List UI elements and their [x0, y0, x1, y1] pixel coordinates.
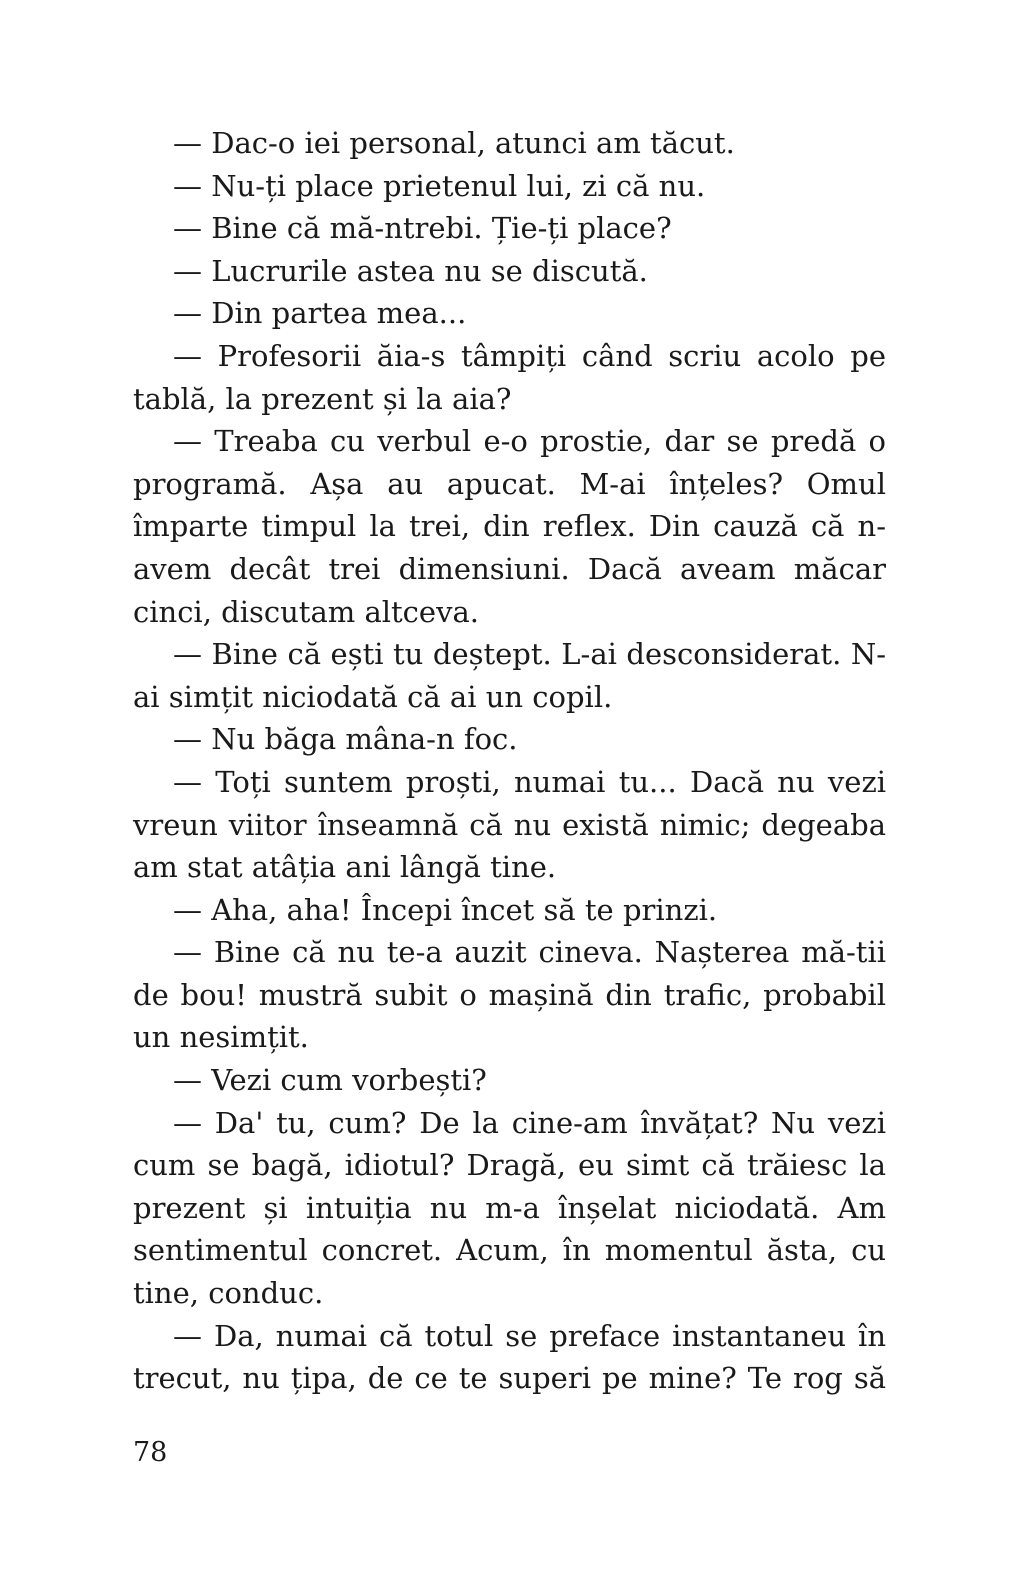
dialogue-text	[133, 122, 886, 1400]
paragraph-13: — Vezi cum vorbești?	[173, 1063, 487, 1098]
paragraph-10: — Toți suntem proști, numai tu... Dacă nu vezi vreun viitor înseamnă că nu există nimic; degeaba am stat atâția ani lângă tine.	[133, 764, 886, 885]
paragraph-7: — Treaba cu verbul e-o prostie, dar se predă o programă. Așa au apucat. M-ai înțeles? Omul împarte timpul la trei, din reflex. Din cauză că n-avem decât trei dimensiuni. Dacă aveam măcar cinci, discutam altceva.	[133, 424, 886, 629]
paragraph-9: — Nu băga mâna-n foc.	[173, 722, 518, 757]
paragraph-8: — Bine că ești tu deștept. L-ai desconsiderat. N-ai simțit niciodată că ai un copil.	[133, 637, 886, 714]
paragraph-4: — Lucrurile astea nu se discută.	[173, 253, 648, 288]
page-number: 78	[133, 1437, 168, 1468]
paragraph-3: — Bine că mă-ntrebi. Ție-ți place?	[173, 211, 672, 246]
paragraph-5: — Din partea mea...	[173, 296, 467, 331]
paragraph-2: — Nu-ți place prietenul lui, zi că nu.	[173, 168, 706, 203]
paragraph-1: — Dac-o iei personal, atunci am tăcut.	[173, 126, 735, 160]
paragraph-14: — Da' tu, cum? De la cine-am învățat? Nu vezi cum se bagă, idiotul? Dragă, eu simt că trăiesc la prezent și intuiția nu m-a înșelat niciodată. Am sentimentul concret. Acum, în momentul ăsta, cu tine, conduc.	[133, 1105, 886, 1311]
paragraph-12: — Bine că nu te-a auzit cineva. Nașterea mă-tii de bou! mustră subit o mașină din trafic, probabil un nesimțit.	[133, 935, 886, 1055]
paragraph-6: — Profesorii ăia-s tâmpiți când scriu acolo pe tablă, la prezent și la aia?	[133, 338, 886, 416]
paragraph-11: — Aha, aha! Începi încet să te prinzi.	[173, 892, 718, 927]
paragraph-15: — Da, numai că totul se preface instantaneu în trecut, nu țipa, de ce te superi pe mine? Te rog să	[133, 1318, 886, 1396]
